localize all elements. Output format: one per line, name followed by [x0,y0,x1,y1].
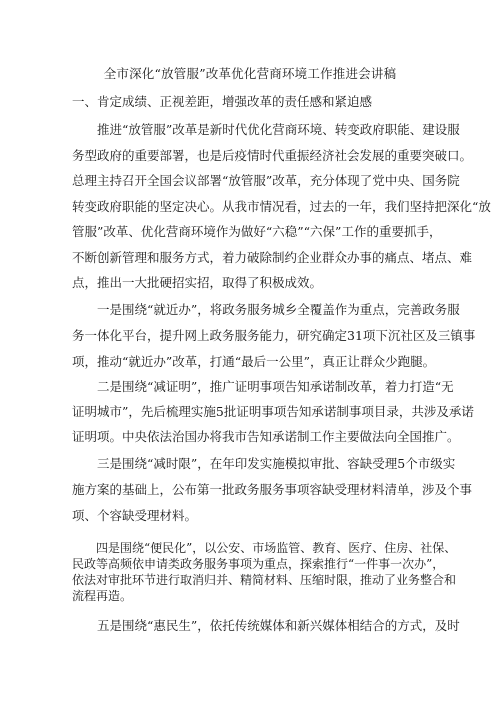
text-line: 依法对审批环节进行取消归并、精简材料、压缩时限，推动了业务整合和 [72,573,457,587]
text-line: 点，推出一大批硬招实招，取得了积极成效。 [72,275,323,290]
text-line: 民政等高频依申请类政务服务事项为重点，探索推行“一件事一次办”， [72,557,445,571]
text-line: 管服”改革、优化营商环境作为做好“六稳”“六保”工作的重要抓手， [72,224,442,239]
paragraph-intro [72,117,491,296]
text-line: 流程再造。 [72,589,133,603]
text-line: 三是围绕“减时限”，在年印发实施模拟审批、容缺受理5个市级实 [72,456,456,471]
document-title: 全市深化“放管服”改革优化营商环境工作推进会讲稿 [103,66,397,81]
text-line: 总理主持召开全国会议部署“放管服”改革，充分体现了党中央、国务院 [72,173,460,188]
text-line: 证明项。中央依法治国办将我市告知承诺制工作主要做法向全国推广。 [72,429,460,444]
text-line: 施方案的基础上，公布第一批政务服务事项容缺受理材料清单，涉及个事 [72,482,473,497]
text-line: 证明城市”，先后梳理实施5批证明事项告知承诺制事项目录，共涉及承诺 [72,404,474,419]
text-line: 五是围绕“惠民生”，依托传统媒体和新兴媒体相结合的方式，及时 [72,618,460,633]
text-line: 务一体化平台，提升网上政务服务能力，研究确定31项下沉社区及三镇事 [72,328,476,343]
text-line: 项、个容缺受理材料。 [72,508,198,523]
paragraph-point-2 [72,374,474,449]
paragraph-point-4 [72,540,457,604]
text-line: 二是围绕“减证明”，推广证明事项告知承诺制改革，着力打造“无 [72,379,454,394]
section-heading: 一、肯定成绩、正视差距，增强改革的责任感和紧迫感 [72,94,373,109]
text-line: 务型政府的重要部署，也是后疫情时代重振经济社会发展的重要突破口。 [72,147,473,163]
text-line: 项，推动“就近办”改革，打通“最后一公里”，真正让群众少跑腿。 [72,354,436,369]
paragraph-point-5 [72,614,460,638]
text-line: 转变政府职能的坚定决心。从我市情况看，过去的一年，我们坚持把深化“放 [72,198,491,214]
text-line: 不断创新管理和服务方式，着力破除制约企业群众办事的痛点、堵点、难 [72,249,473,265]
text-line: 一是围绕“就近办”，将政务服务城乡全覆盖作为重点，完善政务服 [72,302,460,317]
paragraph-point-3 [72,451,473,529]
paragraph-point-1 [72,297,476,375]
text-line: 推进“放管服”改革是新时代优化营商环境、转变政府职能、建设服 [72,122,460,137]
text-line: 四是围绕“便民化”，以公安、市场监管、教育、医疗、住房、社保、 [72,541,457,555]
